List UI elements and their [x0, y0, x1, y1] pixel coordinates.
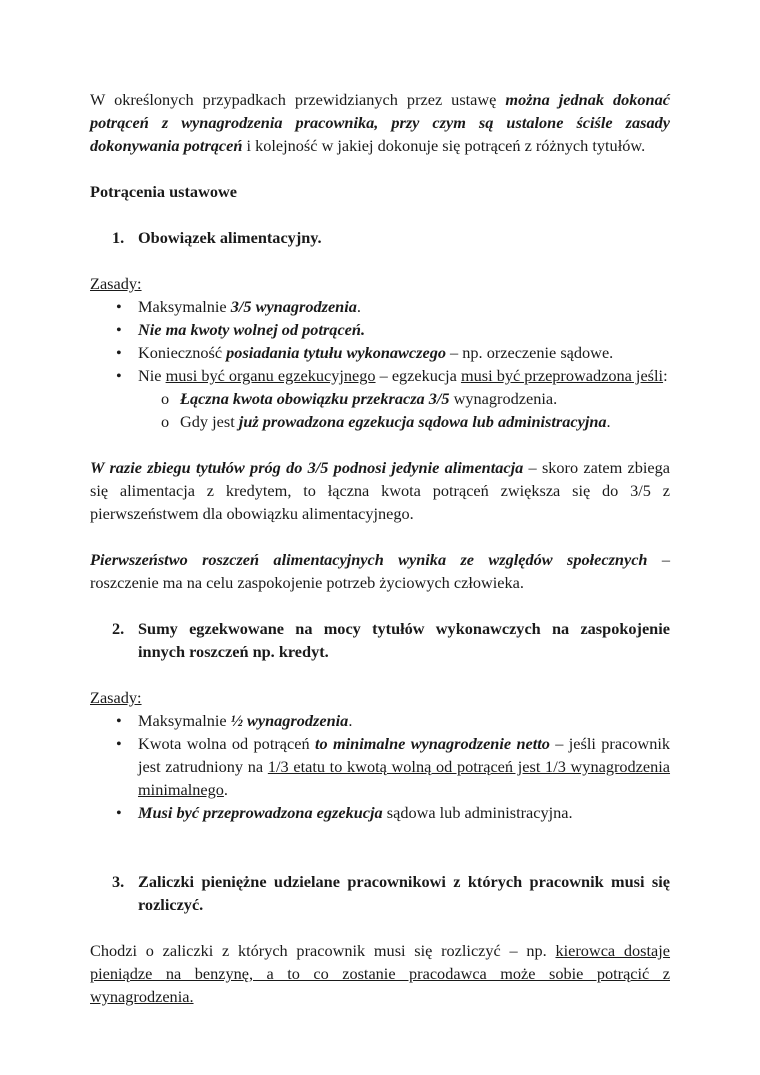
- bullet-icon: •: [116, 803, 122, 822]
- s2-i2-text-2: – jeśli pracownik jest zatrudniony na: [138, 734, 670, 776]
- s1-number: 1.: [112, 228, 125, 247]
- s2-i2-bold: to minimalne wynagrodzenie netto: [314, 734, 550, 753]
- s1-paragraph-2: [90, 548, 670, 594]
- s2-i1-end: .: [348, 711, 353, 730]
- list-item: [90, 295, 670, 318]
- s2-number: 2.: [112, 619, 125, 638]
- s1-i1-text: Maksymalnie: [138, 297, 231, 316]
- sublist-item: [90, 387, 670, 410]
- s1-sub1-bold: Łączna kwota obowiązku przekracza 3/5: [180, 389, 450, 408]
- s3-heading: [112, 870, 670, 916]
- s1-p1-bold: W razie zbiegu tytułów próg do 3/5 podnosi jedynie alimentacja: [90, 458, 524, 477]
- s2-i3-bold: Musi być przeprowadzona egzekucja: [138, 803, 383, 822]
- bullet-icon: •: [116, 734, 122, 753]
- s2-heading: [112, 617, 670, 663]
- s2-zasady-label: Zasady:: [90, 688, 142, 707]
- s1-title: Obowiązek alimentacyjny.: [138, 228, 322, 247]
- bullet-icon: •: [116, 297, 122, 316]
- s3-number: 3.: [112, 872, 125, 891]
- s2-i2-underline: 1/3 etatu to kwotą wolną od potrąceń jest 1/3 wynagrodzenia minimalnego: [138, 757, 671, 799]
- s1-i4-underline-1: musi być organu egzekucyjnego: [165, 366, 376, 385]
- s1-i4-text-1: Nie: [138, 366, 166, 385]
- s1-rules-list: [90, 295, 670, 433]
- s2-i2-end: .: [223, 780, 228, 799]
- s1-i2-bold: Nie ma kwoty wolnej od potrąceń: [138, 320, 361, 339]
- list-item: [90, 732, 670, 801]
- s1-paragraph-1: [90, 456, 670, 525]
- bullet-icon: •: [116, 711, 122, 730]
- s1-sub2-text: Gdy jest: [180, 412, 239, 431]
- s1-i4-text-2: – egzekucja: [375, 366, 461, 385]
- intro-text-1: W określonych przypadkach przewidzianych przez ustawę: [90, 90, 506, 109]
- s1-sublist: [138, 387, 670, 433]
- intro-emphasis: można jednak dokonać potrąceń z wynagrodzenia pracownika, przy czym są ustalone ściśle zasady dokonywania potrąceń: [90, 90, 670, 155]
- section-title: Potrącenia ustawowe: [90, 182, 237, 201]
- s1-i3-bold: posiadania tytułu wykonawczego: [226, 343, 446, 362]
- bullet-icon: •: [116, 366, 122, 385]
- s3-paragraph: [90, 939, 670, 1008]
- s1-i1-end: .: [356, 297, 361, 316]
- s1-p2-text: – roszczenie ma na celu zaspokojenie potrzeb życiowych człowieka.: [90, 550, 670, 592]
- circle-bullet-icon: o: [161, 389, 170, 408]
- list-item: [90, 318, 670, 341]
- circle-bullet-icon: o: [161, 412, 170, 431]
- s1-p2-bold: Pierwszeństwo roszczeń alimentacyjnych wynika ze względów społecznych: [90, 550, 648, 569]
- list-item: [90, 801, 670, 824]
- intro-text-2: i kolejność w jakiej dokonuje się potrąceń z różnych tytułów.: [242, 136, 646, 155]
- s2-i2-text-1: Kwota wolna od potrąceń: [138, 734, 315, 753]
- list-item: [90, 364, 670, 433]
- s2-i1-text: Maksymalnie: [138, 711, 231, 730]
- s1-i3-text: Konieczność: [138, 343, 227, 362]
- s1-i4-text-3: :: [663, 366, 668, 385]
- document-page: [90, 88, 670, 1008]
- s2-i3-text: sądowa lub administracyjna.: [382, 803, 573, 822]
- s3-title: Zaliczki pieniężne udzielane pracownikowi z których pracownik musi się rozliczyć.: [138, 872, 670, 914]
- s1-i1-bold: 3/5 wynagrodzenia: [230, 297, 357, 316]
- s2-title: Sumy egzekwowane na mocy tytułów wykonawczych na zaspokojenie innych roszczeń np. kredyt.: [138, 619, 670, 661]
- s1-sub2-bold: już prowadzona egzekucja sądowa lub administracyjna: [238, 412, 607, 431]
- s1-zasady-label: Zasady:: [90, 274, 142, 293]
- s1-sub1-end: wynagrodzenia.: [449, 389, 558, 408]
- s1-heading: [112, 226, 670, 249]
- intro-paragraph: [90, 88, 670, 157]
- s2-i1-bold: ½ wynagrodzenia: [230, 711, 349, 730]
- s1-i3-end: – np. orzeczenie sądowe.: [445, 343, 614, 362]
- bullet-icon: •: [116, 343, 122, 362]
- s1-sub2-end: .: [606, 412, 611, 431]
- s3-p-text: Chodzi o zaliczki z których pracownik musi się rozliczyć – np.: [90, 941, 556, 960]
- list-item: [90, 709, 670, 732]
- sublist-item: [90, 410, 670, 433]
- s1-i2-end: .: [360, 320, 366, 339]
- s1-i4-underline-2: musi być przeprowadzona jeśli: [460, 366, 664, 385]
- s2-rules-list: [90, 709, 670, 824]
- list-item: [90, 341, 670, 364]
- s3-p-underline: kierowca dostaje pieniądze na benzynę, a to co zostanie pracodawca może sobie potrącić z wynagrodzenia.: [90, 941, 671, 1006]
- s1-p1-text: – skoro zatem zbiega się alimentacja z kredytem, to łączna kwota potrąceń zwiększa się do 3/5 z pierwszeństwem dla obowiązku alimentacyjnego.: [90, 458, 670, 523]
- bullet-icon: •: [116, 320, 122, 339]
